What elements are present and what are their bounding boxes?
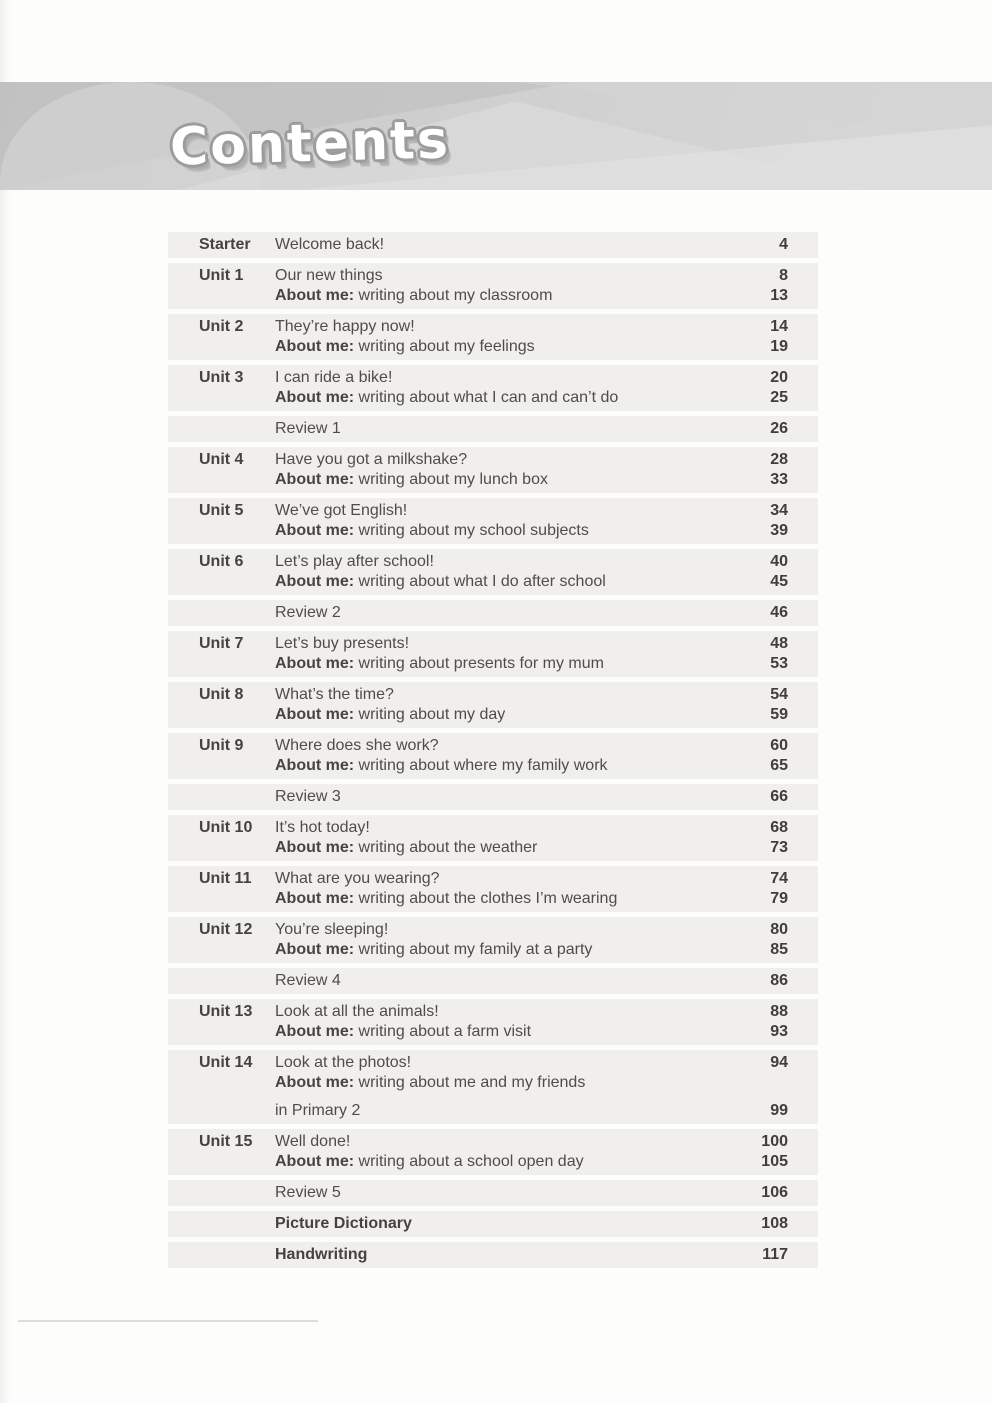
page-number: 93 (770, 1023, 788, 1040)
page-number: 53 (770, 655, 788, 672)
entry-about: About me: writing about presents for my mum (275, 655, 604, 672)
toc-row (168, 784, 818, 810)
entry-about: About me: writing about where my family work (275, 757, 608, 774)
toc-row (168, 1211, 818, 1237)
unit-label: Unit 13 (199, 1003, 253, 1020)
page-number: 19 (770, 338, 788, 355)
page-number: 73 (770, 839, 788, 856)
page-number: 108 (761, 1215, 788, 1232)
entry-title: Look at all the animals! (275, 1003, 439, 1020)
about-prefix-label: About me: (275, 1023, 359, 1040)
page-number: 4 (779, 236, 788, 253)
page-number: 39 (770, 522, 788, 539)
entry-about: About me: writing about me and my friends (275, 1074, 586, 1091)
page-number: 66 (770, 788, 788, 805)
page-number: 100 (761, 1133, 788, 1150)
unit-label: Unit 2 (199, 318, 244, 335)
page-edge-shadow (0, 0, 10, 1403)
toc-row (168, 1050, 818, 1124)
entry-title: Handwriting (275, 1246, 368, 1263)
page-number: 59 (770, 706, 788, 723)
page-title: Contents (169, 110, 451, 178)
entry-about: About me: writing about my day (275, 706, 506, 723)
page-number: 85 (770, 941, 788, 958)
toc-row (168, 498, 818, 544)
page-number: 99 (770, 1102, 788, 1119)
toc-row (168, 1180, 818, 1206)
entry-about: About me: writing about the clothes I’m wearing (275, 890, 618, 907)
page-number (730, 1073, 788, 1093)
unit-label: Unit 11 (199, 870, 252, 887)
page-number: 79 (770, 890, 788, 907)
unit-label: Unit 9 (199, 737, 244, 754)
toc-row (168, 263, 818, 309)
entry-about: About me: writing about my classroom (275, 287, 553, 304)
entry-title: I can ride a bike! (275, 369, 393, 386)
about-prefix-label: About me: (275, 839, 359, 856)
entry-title: Where does she work? (275, 737, 439, 754)
about-prefix-label: About me: (275, 471, 359, 488)
entry-title: It’s hot today! (275, 819, 370, 836)
unit-label (168, 1245, 275, 1265)
entry-about: About me: writing about a school open day (275, 1153, 584, 1170)
about-prefix-label: About me: (275, 1153, 359, 1170)
unit-label (168, 419, 275, 439)
page-number: 94 (770, 1054, 788, 1071)
entry-title: Review 5 (275, 1184, 341, 1201)
entry-title: They’re happy now! (275, 318, 415, 335)
entry-title: Review 3 (275, 788, 341, 805)
entry-title: Our new things (275, 267, 383, 284)
entry-title: Welcome back! (275, 236, 385, 253)
entry-about: About me: writing about my school subjects (275, 522, 589, 539)
toc-row (168, 733, 818, 779)
toc-row (168, 815, 818, 861)
unit-label: Starter (199, 236, 251, 253)
toc-row (168, 968, 818, 994)
unit-label (168, 1214, 275, 1234)
entry-title: Review 2 (275, 604, 341, 621)
entry-about: About me: writing about what I do after school (275, 573, 606, 590)
page-number: 46 (770, 604, 788, 621)
entry-about: About me: writing about the weather (275, 839, 538, 856)
about-prefix-label: About me: (275, 389, 359, 406)
toc-row (168, 447, 818, 493)
entry-title: Review 4 (275, 972, 341, 989)
entry-about: About me: writing about my family at a party (275, 941, 593, 958)
entry-title: Have you got a milkshake? (275, 451, 468, 468)
entry-about: About me: writing about my feelings (275, 338, 535, 355)
page-number: 8 (779, 267, 788, 284)
entry-title: What’s the time? (275, 686, 394, 703)
page-number: 33 (770, 471, 788, 488)
toc-row (168, 314, 818, 360)
entry-title: in Primary 2 (275, 1102, 361, 1119)
unit-label (168, 787, 275, 807)
page-number: 117 (762, 1246, 788, 1263)
about-prefix-label: About me: (275, 338, 359, 355)
unit-label (168, 971, 275, 991)
entry-title: Review 1 (275, 420, 341, 437)
entry-about: About me: writing about my lunch box (275, 471, 548, 488)
toc-row (168, 631, 818, 677)
page-number: 65 (770, 757, 788, 774)
page-number: 60 (770, 737, 788, 754)
unit-label (168, 603, 275, 623)
page-number: 88 (770, 1003, 788, 1020)
about-prefix-label: About me: (275, 1074, 359, 1091)
page-number: 74 (770, 870, 788, 887)
about-prefix-label: About me: (275, 757, 359, 774)
entry-title: What are you wearing? (275, 870, 440, 887)
page-number: 86 (770, 972, 788, 989)
about-prefix-label: About me: (275, 890, 359, 907)
toc-row (168, 917, 818, 963)
toc-row (168, 549, 818, 595)
entry-title: Well done! (275, 1133, 351, 1150)
header-band (0, 82, 992, 190)
page-number: 40 (770, 553, 788, 570)
unit-label: Unit 7 (199, 635, 244, 652)
about-prefix-label: About me: (275, 655, 359, 672)
page-number: 54 (770, 686, 788, 703)
toc-row (168, 600, 818, 626)
unit-label: Unit 10 (199, 819, 253, 836)
entry-title: Look at the photos! (275, 1054, 412, 1071)
toc-row (168, 365, 818, 411)
page-number: 68 (770, 819, 788, 836)
toc-row (168, 416, 818, 442)
about-prefix-label: About me: (275, 706, 359, 723)
toc-row (168, 232, 818, 258)
unit-label: Unit 1 (199, 267, 244, 284)
page-number: 34 (770, 502, 788, 519)
page-number: 26 (770, 420, 788, 437)
toc-row (168, 682, 818, 728)
about-prefix-label: About me: (275, 573, 359, 590)
unit-label: Unit 5 (199, 502, 244, 519)
entry-title: We’ve got English! (275, 502, 408, 519)
entry-title: Let’s play after school! (275, 553, 434, 570)
page-number: 80 (770, 921, 788, 938)
entry-title: Picture Dictionary (275, 1215, 412, 1232)
page-number: 20 (770, 369, 788, 386)
unit-label: Unit 3 (199, 369, 244, 386)
unit-label: Unit 6 (199, 553, 244, 570)
about-prefix-label: About me: (275, 941, 359, 958)
page-number: 106 (761, 1184, 788, 1201)
unit-label: Unit 15 (199, 1133, 253, 1150)
page-number: 45 (770, 573, 788, 590)
entry-about: About me: writing about a farm visit (275, 1023, 532, 1040)
toc-table (168, 232, 818, 1268)
entry-title: Let’s buy presents! (275, 635, 410, 652)
page-number: 14 (770, 318, 788, 335)
toc-row (168, 999, 818, 1045)
unit-label: Unit 12 (199, 921, 253, 938)
page-number: 105 (761, 1153, 788, 1170)
scan-artifact-line (18, 1320, 318, 1322)
unit-label: Unit 8 (199, 686, 244, 703)
page-number: 28 (770, 451, 788, 468)
toc-row (168, 866, 818, 912)
unit-label: Unit 4 (199, 451, 244, 468)
entry-title: You’re sleeping! (275, 921, 389, 938)
toc-row (168, 1129, 818, 1175)
page-number: 25 (770, 389, 788, 406)
page-number: 13 (770, 287, 788, 304)
entry-about: About me: writing about what I can and can’t do (275, 389, 619, 406)
unit-label (168, 1183, 275, 1203)
about-prefix-label: About me: (275, 287, 359, 304)
page-number: 48 (770, 635, 788, 652)
about-prefix-label: About me: (275, 522, 359, 539)
toc-row (168, 1242, 818, 1268)
unit-label: Unit 14 (199, 1054, 253, 1071)
